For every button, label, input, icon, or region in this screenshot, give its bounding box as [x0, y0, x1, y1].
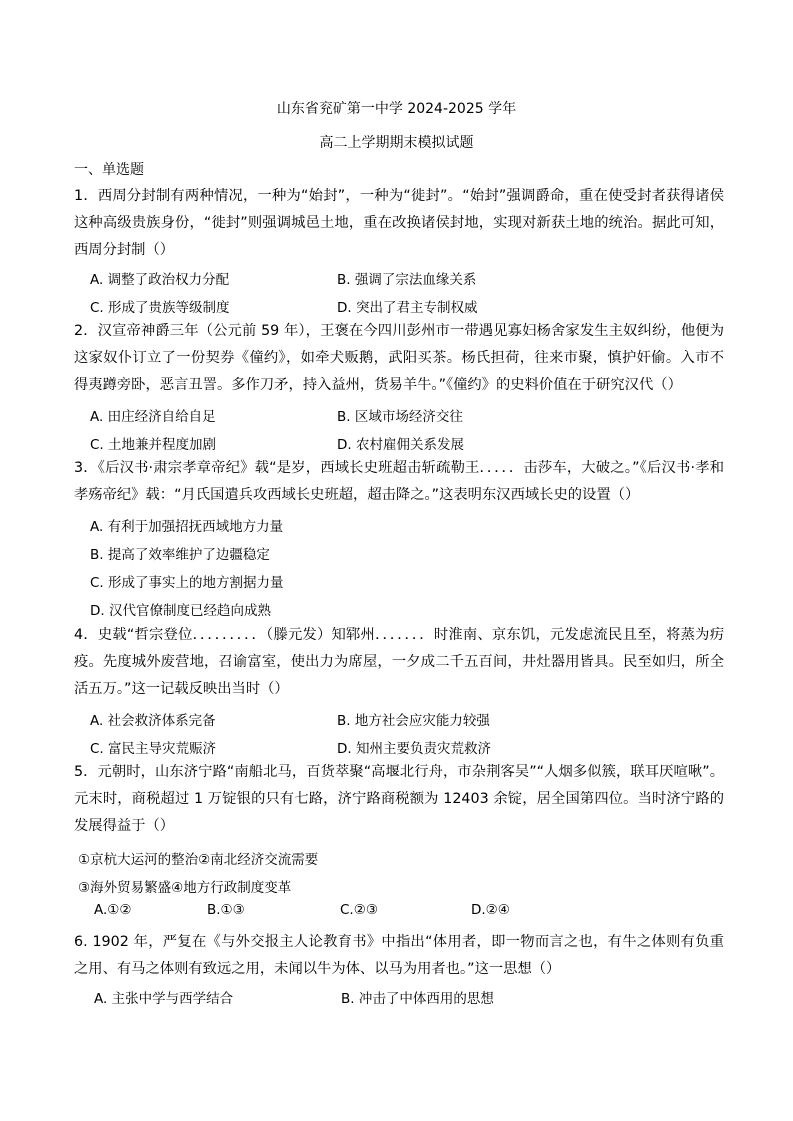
- q2-option-d: D. 农村雇佣关系发展: [337, 437, 464, 453]
- q3-option-a: A. 有利于加强招抚西域地方力量: [90, 519, 284, 535]
- q2-option-c: C. 土地兼并程度加剧: [90, 437, 217, 453]
- q5-item-line-2: ③海外贸易繁盛④地方行政制度变革: [78, 880, 292, 896]
- q6-option-a: A. 主张中学与西学结合: [94, 991, 234, 1007]
- q3-option-b: B. 提高了效率维护了边疆稳定: [90, 547, 270, 563]
- q3-option-c: C. 形成了事实上的地方割据力量: [90, 575, 284, 591]
- q2-option-b: B. 区域市场经济交往: [337, 409, 463, 425]
- q2-option-a: A. 田庄经济自给自足: [90, 409, 216, 425]
- q5-item-line-1: ①京杭大运河的整治②南北经济交流需要: [78, 852, 319, 868]
- q1-option-a: A. 调整了政治权力分配: [90, 272, 230, 288]
- question-1-stem: 1．西周分封制有两种情况，一种为“始封”，一种为“徙封”。“始封”强调爵命，重在使受封者获得诸侯这种高级贵族身份，“徙封”则强调城邑土地，重在改换诸侯封地，实现对新获土地的统治。据此可知，西周分封制（）: [74, 188, 724, 258]
- q6-option-b: B. 冲击了中体西用的思想: [341, 991, 494, 1007]
- q5-option-a: A.①②: [94, 902, 132, 918]
- q3-option-d: D. 汉代官僚制度已经趋向成熟: [90, 603, 271, 619]
- question-5-stem: 5．元朝时，山东济宁路“南船北马，百货萃聚“高堰北行舟，市杂荆客吴”“人烟多似簇，联耳厌喧啾”。元末时，商税超过 1 万锭银的只有七路，济宁路商税额为 12403 余锭，居全国第四位。当时济宁路的发展得益于（）: [74, 764, 724, 834]
- school-title: 山东省兖矿第一中学 2024-2025 学年: [276, 101, 517, 117]
- q4-option-c: C. 富民主导灾荒赈济: [90, 741, 217, 757]
- q1-option-c: C. 形成了贵族等级制度: [90, 300, 230, 316]
- q4-option-d: D. 知州主要负责灾荒救济: [337, 741, 491, 757]
- exam-title: 高二上学期期末模拟试题: [319, 135, 474, 151]
- question-2-stem: 2．汉宣帝神爵三年（公元前 59 年），王褒在今四川彭州市一带遇见寡妇杨舍家发生主奴纠纷，他便为这家奴仆订立了一份契券《僮约》，如牵犬贩鹅，武阳买茶。杨氏担荷，往来市聚，慎护奸偷。入市不得夷蹲旁卧，恶言丑詈。多作刀矛，持入益州，货易羊牛。”《僮约》的史料价值在于研究汉代（）: [74, 323, 724, 393]
- q5-option-c: C.②③: [340, 902, 378, 918]
- q5-option-b: B.①③: [207, 902, 245, 918]
- q4-option-b: B. 地方社会应灾能力较强: [337, 713, 490, 729]
- q5-option-d: D.②④: [471, 902, 510, 918]
- question-6-stem: 6. 1902 年，严复在《与外交报主人论教育书》中指出“体用者，即一物而言之也，有牛之体则有负重之用、有马之体则有致远之用，未闻以牛为体、以马为用者也。”这一思想（）: [74, 934, 724, 977]
- section-title: 一、单选题: [74, 162, 144, 178]
- q4-option-a: A. 社会救济体系完备: [90, 713, 216, 729]
- question-3-stem: 3．《后汉书·肃宗孝章帝纪》载“是岁，西域长史班超击斩疏勒王．．．．．击莎车，大破之。”《后汉书·孝和孝殇帝纪》载：“月氏国遣兵攻西域长史班超，超击降之。”这表明东汉西域长史的设置（）: [74, 460, 724, 503]
- q1-option-d: D. 突出了君主专制权威: [337, 300, 478, 316]
- question-4-stem: 4．史载“哲宗登位．．．．．．．．．（滕元发）知郓州．．．．．．．时淮南、京东饥，元发虑流民且至，将蒸为疠疫。先度城外废营地，召谕富室，使出力为席屋，一夕成二千五百间，井灶器用皆具。民至如归，所全活五万。”这一记载反映出当时（）: [74, 627, 724, 697]
- q1-option-b: B. 强调了宗法血缘关系: [337, 272, 477, 288]
